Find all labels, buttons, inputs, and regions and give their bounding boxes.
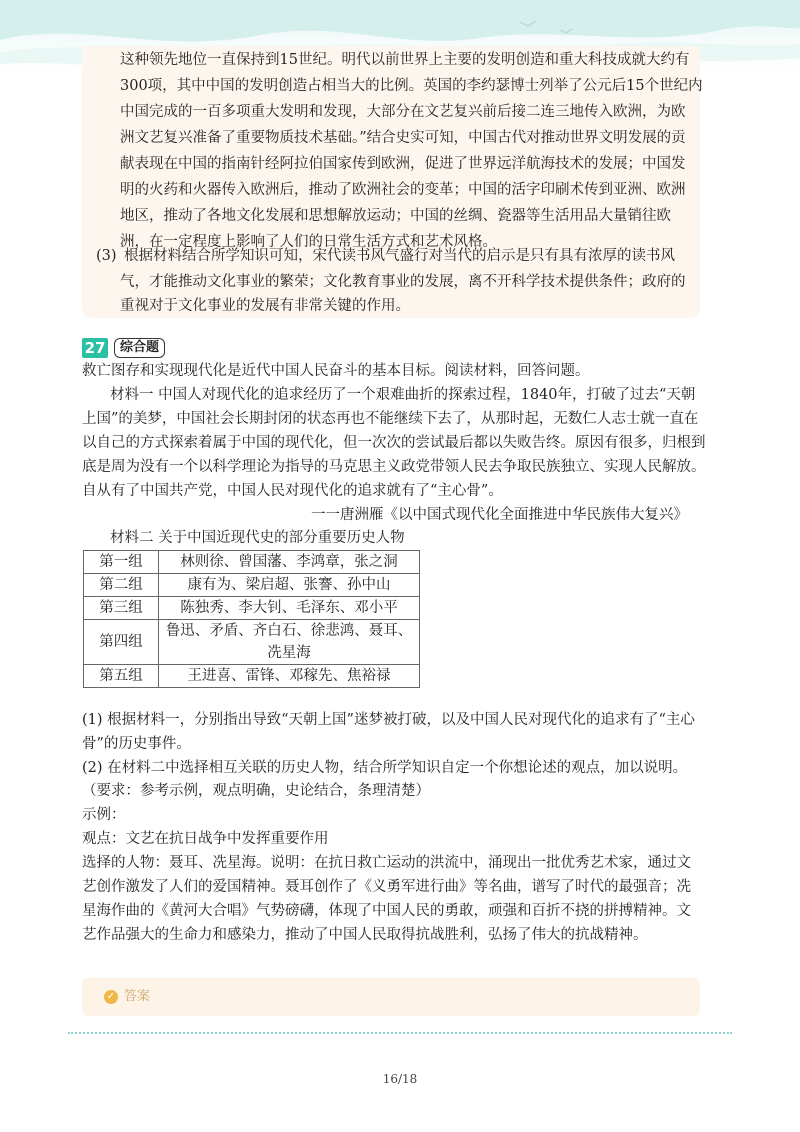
group-cell: 第二组 — [84, 574, 159, 597]
people-line: 冼星海 — [267, 645, 311, 661]
example-explanation-line: 星海作曲的《黄河大合唱》气势磅礴，体现了中国人民的勇敢，顽强和百折不挠的拼搏精神。文 — [82, 903, 691, 919]
sub-question-2-line: (2) 在材料二中选择相互关联的历史人物，结合所学知识自定一个你想论述的观点，加以说明。 — [82, 760, 688, 776]
example-explanation-line: 艺作品强大的生命力和感染力，推动了中国人民取得抗战胜利，弘扬了伟大的抗战精神。 — [82, 927, 648, 943]
question-type-tag: 综合题 — [114, 338, 165, 358]
group-cell: 第一组 — [84, 551, 159, 574]
example-explanation-line: 艺创作激发了人们的爱国精神。聂耳创作了《义勇军进行曲》等名曲，谱写了时代的最强音；冼 — [82, 879, 691, 895]
material-one-line: 上国”的美梦，中国社会长期封闭的状态再也不能继续下去了，从那时起，无数仁人志士就一直在 — [82, 411, 699, 427]
answer-line: 洲，在一定程度上影响了人们的日常生活方式和艺术风格。 — [120, 234, 497, 250]
material-one-line: 以自己的方式探索着属于中国的现代化，但一次次的尝试最后都以失败告终。原因有很多，归根到 — [82, 435, 706, 451]
group-cell: 第五组 — [84, 665, 159, 688]
question-prompt: 救亡图存和实现现代化是近代中国人民奋斗的基本目标。阅读材料，回答问题。 — [82, 363, 590, 379]
item-3-line: 重视对于文化事业的发展有非常关键的作用。 — [120, 298, 410, 314]
example-label: 示例： — [82, 807, 126, 823]
table-row — [84, 665, 420, 688]
material-one-line: 自从有了中国共产党，中国人民对现代化的追求就有了“主心骨”。 — [82, 483, 503, 499]
people-cell: 康有为、梁启超、张謇、孙中山 — [159, 574, 420, 597]
table-row — [84, 574, 420, 597]
item-3-line: 根据材料结合所学知识可知，宋代读书风气盛行对当代的启示是只有具有浓厚的读书风 — [124, 248, 675, 264]
people-cell: 陈独秀、李大钊、毛泽东、邓小平 — [159, 597, 420, 620]
history-figures-table — [83, 550, 420, 688]
item-3-line: 气，才能推动文化事业的繁荣；文化教育事业的发展，离不开科学技术提供条件；政府的 — [120, 274, 686, 290]
answer-line: 中国完成的一百多项重大发明和发现，大部分在文艺复兴前后接二连三地传入欧洲，为欧 — [120, 104, 686, 120]
example-viewpoint: 观点：文艺在抗日战争中发挥重要作用 — [82, 831, 329, 847]
material-one-line: 底是周为没有一个以科学理论为指导的马克思主义政党带领人民去争取民族独立、实现人民解放。 — [82, 459, 706, 475]
dotted-divider — [68, 1032, 732, 1034]
answer-line: 这种领先地位一直保持到15世纪。明代以前世界上主要的发明创造和重大科技成就大约有 — [120, 52, 690, 68]
people-cell — [159, 620, 420, 665]
item-3-number: (3) — [96, 248, 117, 264]
sub-question-2-line: （要求：参考示例，观点明确，史论结合，条理清楚） — [82, 783, 430, 799]
people-cell: 林则徐、曾国藩、李鸿章，张之洞 — [159, 551, 420, 574]
answer-toggle[interactable] — [82, 978, 700, 1016]
answer-line: 献表现在中国的指南针经阿拉伯国家传到欧洲，促进了世界远洋航海技术的发展；中国发 — [120, 156, 686, 172]
group-cell: 第四组 — [84, 620, 159, 665]
people-cell: 王进喜、雷锋、邓稼先、焦裕禄 — [159, 665, 420, 688]
answer-line: 洲文艺复兴准备了重要物质技术基础。”结合史实可知，中国古代对推动世界文明发展的贡 — [120, 130, 686, 146]
question-number-badge: 27 — [82, 338, 108, 358]
sub-question-1-line: (1) 根据材料一，分别指出导致“天朝上国”迷梦被打破，以及中国人民对现代化的追求有了“主心 — [82, 712, 695, 728]
answer-line: 明的火药和火器传入欧洲后，推动了欧洲社会的变革；中国的活字印刷术传到亚洲、欧洲 — [120, 182, 686, 198]
table-row — [84, 620, 420, 665]
material-two-title: 材料二 关于中国近现代史的部分重要历史人物 — [110, 530, 405, 546]
sub-question-1-line: 骨”的历史事件。 — [82, 736, 191, 752]
check-icon: ✓ — [104, 990, 118, 1004]
question-header — [82, 337, 165, 359]
answer-line: 300项，其中中国的发明创造占相当大的比例。英国的李约瑟博士列举了公元后15个世纪内 — [120, 78, 703, 94]
material-one-line: 材料一 中国人对现代化的追求经历了一个艰难曲折的探索过程，1840年，打破了过去“天朝 — [110, 387, 696, 403]
people-line: 鲁迅、矛盾、齐白石、徐悲鸿、聂耳、 — [165, 623, 413, 639]
table-row — [84, 597, 420, 620]
example-explanation-line: 选择的人物：聂耳、冼星海。说明：在抗日救亡运动的洪流中，涌现出一批优秀艺术家，通过文 — [82, 855, 691, 871]
material-one-source: 一一唐洲雁《以中国式现代化全面推进中华民族伟大复兴》 — [311, 507, 688, 523]
table-row — [84, 551, 420, 574]
group-cell: 第三组 — [84, 597, 159, 620]
page-number: 16/18 — [382, 1072, 418, 1086]
answer-label[interactable]: 答案 — [124, 989, 151, 1004]
answer-line: 地区，推动了各地文化发展和思想解放运动；中国的丝绸、瓷器等生活用品大量销往欧 — [120, 208, 671, 224]
